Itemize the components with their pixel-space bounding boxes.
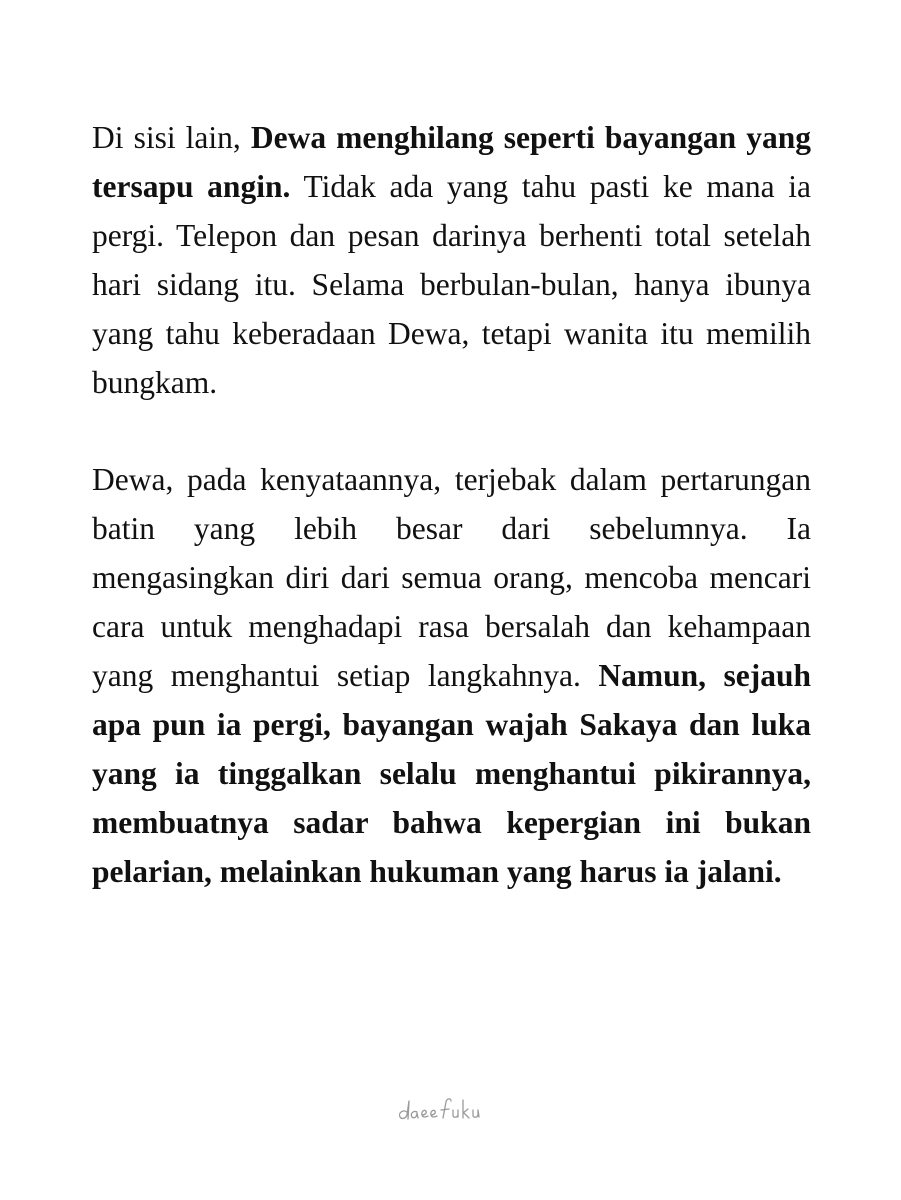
paragraph-2-run-2-bold: Namun, sejauh apa pun ia pergi, bayangan wajah Sakaya dan luka yang ia tinggalkan selalu menghantui pikirannya, membuatnya sadar bahwa kepergian ini bukan pelarian, melainkan hukuman yang harus ia jalani. (92, 657, 811, 889)
signature-watermark (395, 1090, 505, 1130)
story-text (92, 114, 811, 945)
paragraph-2 (92, 456, 811, 896)
paragraph-1 (92, 114, 811, 407)
paragraph-1-run-1: Di sisi lain, (92, 120, 251, 155)
paragraph-1-run-2-bold: Dewa menghilang seperti bayangan yang tersapu angin. (92, 120, 811, 204)
paragraph-1-run-3: Tidak ada yang tahu pasti ke mana ia pergi. Telepon dan pesan darinya berhenti total setelah hari sidang itu. Selama berbulan-bulan, hanya ibunya yang tahu keberadaan Dewa, tetapi wanita itu memilih bungkam. (92, 168, 811, 400)
paragraph-2-run-1: Dewa, pada kenyataannya, terjebak dalam pertarungan batin yang lebih besar dari sebelumnya. Ia mengasingkan diri dari semua orang, mencoba mencari cara untuk menghadapi rasa bersalah dan kehampaan yang menghantui setiap langkahnya. (92, 462, 811, 693)
